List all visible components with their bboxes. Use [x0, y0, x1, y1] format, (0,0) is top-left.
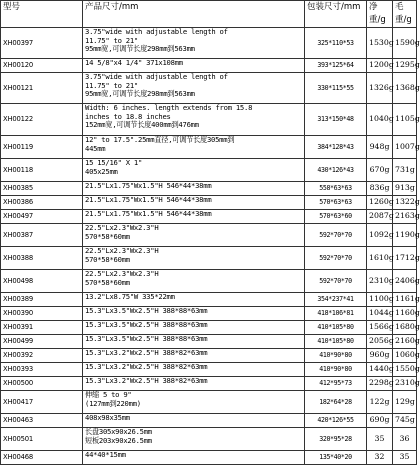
cell-gross-weight: 913g	[393, 182, 417, 196]
table-row	[1, 270, 417, 293]
cell-product-size: 15.3"Lx3.5"Wx2.5"H 388*88*63mm	[83, 321, 305, 335]
table-row	[1, 136, 417, 159]
cell-net-weight: 1044g	[367, 307, 393, 321]
cell-product-size: 21.5"Lx1.75"Wx1.5"H 546*44*38mm	[83, 182, 305, 196]
table-body	[1, 27, 420, 465]
cell-package-size: 592*70*70	[305, 247, 367, 270]
cell-gross-weight: 745g	[393, 414, 417, 428]
table-row	[1, 293, 417, 307]
cell-gross-weight: 1161g	[393, 293, 417, 307]
cell-package-size: 410*90*80	[305, 349, 367, 363]
cell-gross-weight: 1368g	[393, 73, 417, 104]
cell-product-size: 15.3"Lx3.2"Wx2.5"H 388*82*63mm	[83, 363, 305, 377]
cell-model: XH00497	[1, 210, 83, 224]
cell-net-weight: 2087g	[367, 210, 393, 224]
cell-gross-weight: 1190g	[393, 224, 417, 247]
cell-package-size: 570*63*60	[305, 210, 367, 224]
cell-product-size: 13.2"Lx8.75"W 335*22mm	[83, 293, 305, 307]
cell-model: XH00121	[1, 73, 83, 104]
cell-gross-weight: 36	[393, 428, 417, 451]
cell-model: XH00392	[1, 349, 83, 363]
cell-gross-weight: 1590g	[393, 28, 417, 59]
cell-model: XH00118	[1, 159, 83, 182]
cell-net-weight: 1440g	[367, 363, 393, 377]
cell-package-size: 354*237*41	[305, 293, 367, 307]
cell-product-size: 长盘305x90x26.5mm 短板203x90x26.5mm	[83, 428, 305, 451]
cell-gross-weight: 1712g	[393, 247, 417, 270]
cell-gross-weight: 2310g	[393, 377, 417, 391]
cell-product-size: 22.5"Lx2.3"Wx2.3"H 570*58*60mm	[83, 247, 305, 270]
cell-model: XH00122	[1, 104, 83, 136]
cell-net-weight: 1100g	[367, 293, 393, 307]
cell-gross-weight: 1007g	[393, 136, 417, 159]
table-row	[1, 307, 417, 321]
cell-product-size: 408x98x35mm	[83, 414, 305, 428]
cell-net-weight: 1040g	[367, 104, 393, 136]
cell-product-size: 12" to 17.5".25mm直径,可调节长度305mm到 445mm	[83, 136, 305, 159]
cell-model: XH00120	[1, 59, 83, 73]
cell-model: XH00388	[1, 247, 83, 270]
cell-net-weight: 1530g	[367, 28, 393, 59]
cell-model: XH00500	[1, 377, 83, 391]
cell-net-weight: 2056g	[367, 335, 393, 349]
cell-package-size: 592*70*70	[305, 270, 367, 293]
cell-product-size: 21.5"Lx1.75"Wx1.5"H 546*44*38mm	[83, 196, 305, 210]
cell-model: XH00391	[1, 321, 83, 335]
cell-product-size: 44*40*15mm	[83, 451, 305, 465]
cell-model: XH00390	[1, 307, 83, 321]
header-product-size: 产品尺寸/mm	[83, 1, 305, 28]
cell-product-size: 15.3"Lx3.2"Wx2.5"H 388*82*63mm	[83, 377, 305, 391]
cell-package-size: 430*126*43	[305, 159, 367, 182]
table-row	[1, 104, 417, 136]
cell-package-size: 410*105*80	[305, 335, 367, 349]
cell-model: XH00498	[1, 270, 83, 293]
cell-package-size: 558*63*63	[305, 182, 367, 196]
cell-model: XH00386	[1, 196, 83, 210]
cell-net-weight: 690g	[367, 414, 393, 428]
cell-product-size: 3.75"wide with adjustable length of 11.75" to 21" 95mm宽,可调节长度298mm到563mm	[83, 73, 305, 104]
cell-model: XH00119	[1, 136, 83, 159]
cell-net-weight: 836g	[367, 182, 393, 196]
cell-product-size: 15.3"Lx3.2"Wx2.5"H 388*82*63mm	[83, 349, 305, 363]
cell-net-weight: 1260g	[367, 196, 393, 210]
cell-package-size: 325*110*53	[305, 28, 367, 59]
cell-package-size: 393*125*64	[305, 59, 367, 73]
header-net-weight: 净重/g	[367, 1, 393, 28]
table-row	[1, 451, 417, 465]
cell-package-size: 412*95*73	[305, 377, 367, 391]
table-row	[1, 196, 417, 210]
cell-gross-weight: 1680g	[393, 321, 417, 335]
table-row	[1, 28, 417, 59]
cell-gross-weight: 1295g	[393, 59, 417, 73]
cell-gross-weight: 1322g	[393, 196, 417, 210]
cell-package-size: 313*150*48	[305, 104, 367, 136]
cell-package-size: 182*64*28	[305, 391, 367, 414]
cell-product-size: 15.3"Lx3.5"Wx2.5"H 388*88*63mm	[83, 307, 305, 321]
table-row	[1, 73, 417, 104]
header-package-size: 包装尺寸/mm	[305, 1, 367, 28]
cell-model: XH00385	[1, 182, 83, 196]
cell-package-size: 410*105*80	[305, 321, 367, 335]
cell-net-weight: 1092g	[367, 224, 393, 247]
cell-net-weight: 2298g	[367, 377, 393, 391]
cell-product-size: 伸缩 5 to 9" (127mm到220mm)	[83, 391, 305, 414]
table-row	[1, 224, 417, 247]
cell-package-size: 418*106*81	[305, 307, 367, 321]
table-row	[1, 428, 417, 451]
cell-package-size: 420*126*55	[305, 414, 367, 428]
cell-product-size: 21.5"Lx1.75"Wx1.5"H 546*44*38mm	[83, 210, 305, 224]
cell-model: XH00501	[1, 428, 83, 451]
cell-gross-weight: 2406g	[393, 270, 417, 293]
cell-package-size: 320*95*28	[305, 428, 367, 451]
cell-package-size: 330*115*55	[305, 73, 367, 104]
cell-gross-weight: 35	[393, 451, 417, 465]
cell-model: XH00463	[1, 414, 83, 428]
cell-product-size: 3.75"wide with adjustable length of 11.75" to 21" 95mm宽,可调节长度298mm到563mm	[83, 28, 305, 59]
cell-net-weight: 948g	[367, 136, 393, 159]
table-row	[1, 59, 417, 73]
table-row	[1, 377, 417, 391]
cell-gross-weight: 2163g	[393, 210, 417, 224]
cell-net-weight: 32	[367, 451, 393, 465]
cell-product-size: 22.5"Lx2.3"Wx2.3"H 570*58*60mm	[83, 224, 305, 247]
cell-package-size: 410*90*80	[305, 363, 367, 377]
cell-gross-weight: 731g	[393, 159, 417, 182]
cell-gross-weight: 1105g	[393, 104, 417, 136]
table-row	[1, 159, 417, 182]
header-row	[1, 1, 417, 28]
cell-package-size: 570*63*63	[305, 196, 367, 210]
cell-gross-weight: 2160g	[393, 335, 417, 349]
table-row	[1, 349, 417, 363]
cell-model: XH00393	[1, 363, 83, 377]
cell-net-weight: 1610g	[367, 247, 393, 270]
table-row	[1, 247, 417, 270]
cell-package-size: 384*128*43	[305, 136, 367, 159]
cell-product-size: 22.5"Lx2.3"Wx2.3"H 570*58*60mm	[83, 270, 305, 293]
cell-product-size: Width: 6 inches. length extends from 15.8 inches to 18.8 inches 152mm宽,可调节长度400mm到476mm	[83, 104, 305, 136]
header-model: 型号	[1, 1, 83, 28]
table-row	[1, 391, 417, 414]
cell-package-size: 592*70*70	[305, 224, 367, 247]
cell-model: XH00397	[1, 28, 83, 59]
cell-gross-weight: 1160g	[393, 307, 417, 321]
cell-model: XH00417	[1, 391, 83, 414]
cell-gross-weight: 1060g	[393, 349, 417, 363]
header-gross-weight: 毛重/g	[393, 1, 417, 28]
cell-net-weight: 1326g	[367, 73, 393, 104]
cell-net-weight: 122g	[367, 391, 393, 414]
table-row	[1, 182, 417, 196]
table-row	[1, 414, 417, 428]
cell-product-size: 15.3"Lx3.5"Wx2.5"H 388*88*63mm	[83, 335, 305, 349]
table-row	[1, 335, 417, 349]
cell-net-weight: 960g	[367, 349, 393, 363]
cell-model: XH00389	[1, 293, 83, 307]
cell-product-size: 15 15/16" X 1" 405x25mm	[83, 159, 305, 182]
cell-model: XH00499	[1, 335, 83, 349]
cell-net-weight: 670g	[367, 159, 393, 182]
table-row	[1, 321, 417, 335]
table-row	[1, 210, 417, 224]
cell-gross-weight: 1550g	[393, 363, 417, 377]
cell-net-weight: 35	[367, 428, 393, 451]
table-row	[1, 363, 417, 377]
cell-net-weight: 1200g	[367, 59, 393, 73]
cell-net-weight: 2310g	[367, 270, 393, 293]
cell-net-weight: 1566g	[367, 321, 393, 335]
cell-gross-weight: 129g	[393, 391, 417, 414]
cell-model: XH00387	[1, 224, 83, 247]
cell-package-size: 135*40*20	[305, 451, 367, 465]
cell-product-size: 14 5/8"x4 1/4" 371x108mm	[83, 59, 305, 73]
cell-model: XH00468	[1, 451, 83, 465]
